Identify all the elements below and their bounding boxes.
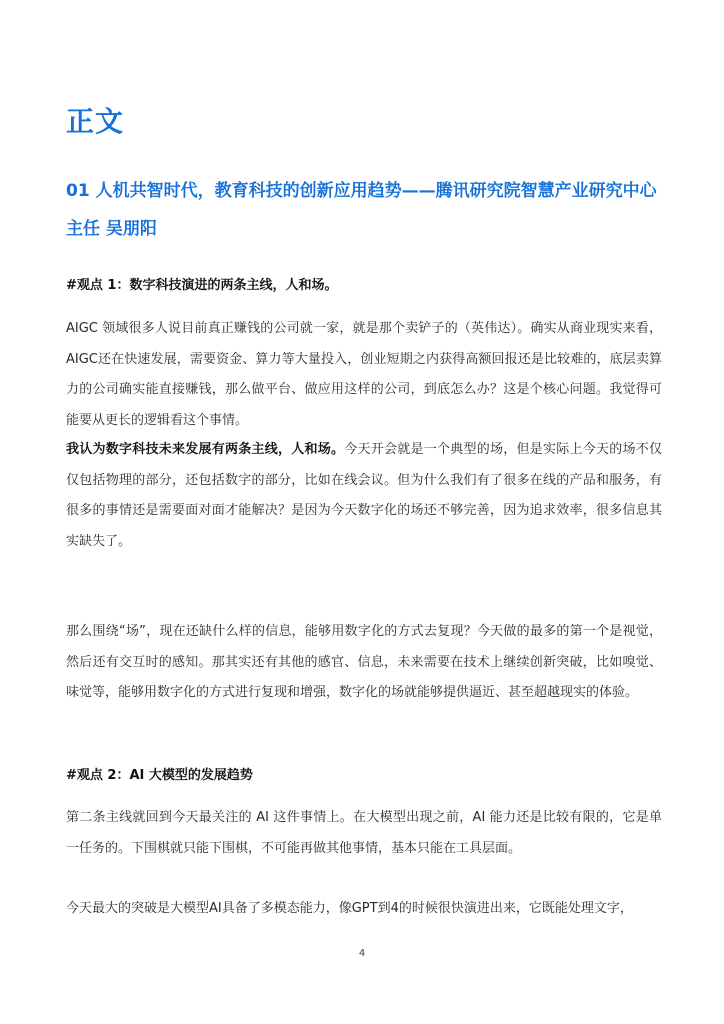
paragraph-3: 那么围绕“场”，现在还缺什么样的信息，能够用数字化的方式去复现？今天做的最多的第一个是视觉，然后还有交互时的感知。那其实还有其他的感官、信息，未来需要在技术上继续创新突破，比如嗅觉、味觉等，能够用数字化的方式进行复现和增强，数字化的场就能够提供逼近、甚至超越现实的体验。: [66, 624, 662, 700]
page-number: 4: [358, 948, 366, 959]
paragraph-1: AIGC 领域很多人说目前真正赚钱的公司就一家，就是那个卖铲子的（英伟达）。确实从商业现实来看，AIGC还在快速发展，需要资金、算力等大量投入，创业短期之内获得高额回报还是比较难的，底层卖算力的公司确实能直接赚钱，那么做平台、做应用这样的公司，到底怎么办？这是个核心问题。我觉得可能要从更长的逻辑看这个事情。: [66, 321, 662, 428]
paragraph-2-emphasis: 我认为数字科技未来发展有两条主线，人和场。: [66, 442, 345, 457]
chapter-title: 01 人机共智时代，教育科技的创新应用趋势——腾讯研究院智慧产业研究中心主任 吴朋阳: [66, 181, 657, 239]
paragraph-4: 第二条主线就回到今天最关注的 AI 这件事情上。在大模型出现之前，AI 能力还是比较有限的，它是单一任务的。下围棋就只能下围棋，不可能再做其他事情，基本只能在工具层面。: [66, 810, 662, 856]
paragraph-2-text: 今天开会就是一个典型的场，但是实际上今天的场不仅仅包括物理的部分，还包括数字的部分，比如在线会议。但为什么我们有了很多在线的产品和服务，有很多的事情还是需要面对面才能解决？是因为今天数字化的场还不够完善，因为追求效率，很多信息其实缺失了。: [66, 442, 662, 549]
paragraph-5: 今天最大的突破是大模型AI具备了多模态能力，像GPT到4的时候很快演进出来，它既能处理文字，: [66, 901, 633, 916]
section-title: 正文: [66, 105, 125, 138]
viewpoint-1-heading: #观点 1：数字科技演进的两条主线，人和场。: [66, 278, 338, 293]
viewpoint-2-heading: #观点 2：AI 大模型的发展趋势: [66, 768, 253, 783]
paragraph-2: [66, 435, 662, 557]
